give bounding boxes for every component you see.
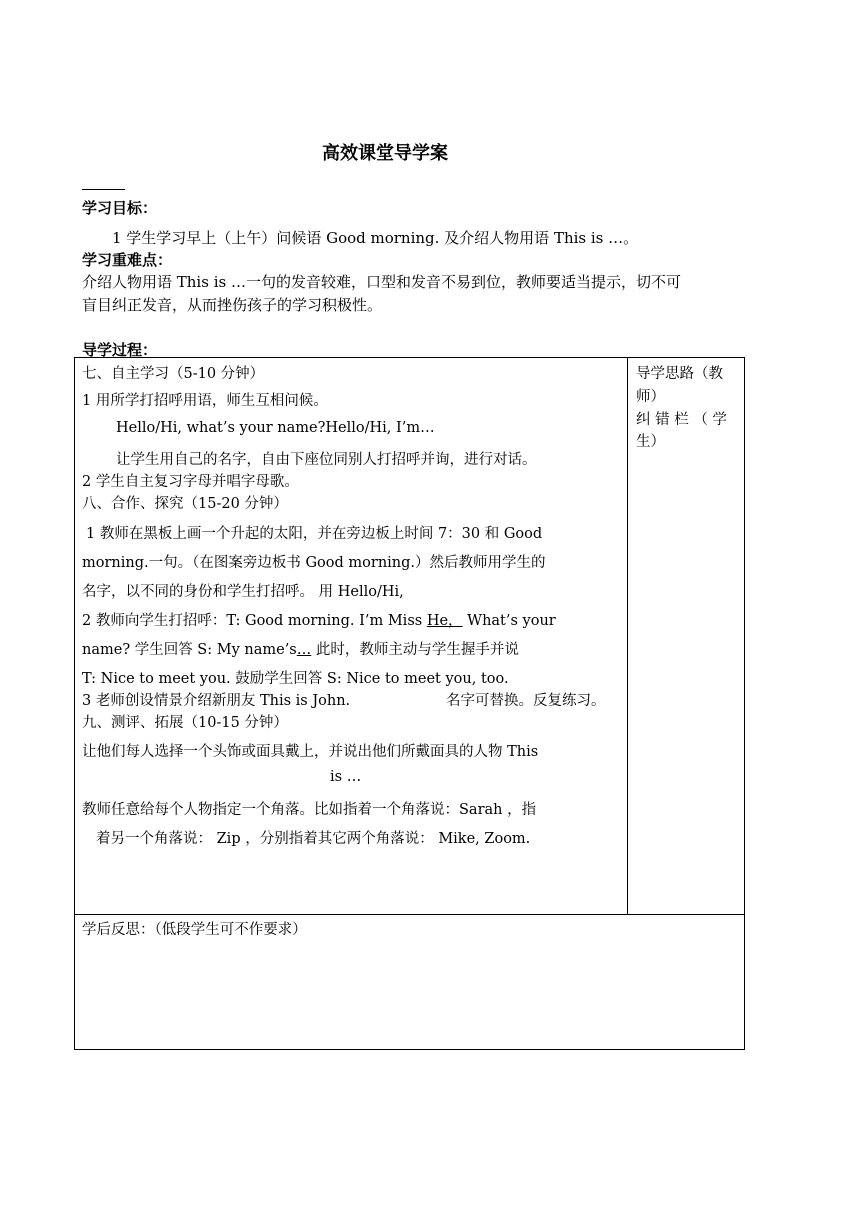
name-blank-underlined: … [296,642,312,658]
s9-line-2: is … [330,769,362,785]
s7-line-4: 2 学生自主复习字母并唱字母歌。 [82,474,299,490]
s7-heading: 七、自主学习（5-10 分钟） [82,366,265,382]
side-col-line-2: 师） [636,389,665,405]
s8-line-4-a: 2 教师向学生打招呼：T: Good morning. I’m Miss [82,613,427,629]
s8-line-1: 1 教师在黑板上画一个升起的太阳，并在旁边板上时间 7：30 和 Good [86,526,543,542]
difficulties-heading: 学习重难点： [82,251,173,269]
s8-line-6: T: Nice to meet you. 鼓励学生回答 S: Nice to meet you, too. [82,671,509,687]
s9-line-3: 教师任意给每个人物指定一个角落。比如指着一个角落说：Sarah ，指 [82,802,537,818]
page-title: 高效课堂导学案 [322,143,448,164]
reflection-label: 学后反思：（低段学生可不作要求） [82,922,307,938]
table-column-divider [627,357,628,915]
objectives-item: 1 学生学习早上（上午）问候语 Good morning. 及介绍人物用语 This is …。 [112,229,639,247]
s7-line-3: 让学生用自己的名字，自由下座位同别人打招呼并询，进行对话。 [116,452,537,468]
s8-line-3: 名字，以不同的身份和学生打招呼。 用 Hello/Hi, [82,584,404,600]
process-heading: 导学过程： [82,341,158,359]
s8-heading: 八、合作、探究（15-20 分钟） [82,496,288,512]
s9-line-1: 让他们每人选择一个头饰或面具戴上，并说出他们所戴面具的人物 This [82,744,539,760]
s8-line-5 [82,638,519,659]
s9-heading: 九、测评、拓展（10-15 分钟） [82,715,288,731]
side-col-line-4: 生） [636,434,665,450]
s8-line-4-b: What’s your [462,613,556,629]
s8-line-5-a: name? 学生回答 S: My name’s [82,642,297,658]
difficulties-line-1: 介绍人物用语 This is …一句的发音较难，口型和发音不易到位，教师要适当提示，切不可 [82,273,681,291]
side-col-line-1: 导学思路（教 [636,366,723,382]
s9-line-4: 着另一个角落说： Zip ，分别指着其它两个角落说： Mike, Zoom. [96,831,531,847]
objectives-heading: 学习目标： [82,199,158,217]
teacher-name-underlined: He， [426,613,463,629]
s8-line-7-b: 名字可替换。反复练习。 [446,693,606,709]
blank-underline [82,189,125,190]
s8-line-2: morning.一句。（在图案旁边板书 Good morning.）然后教师用学生的 [82,555,546,571]
s7-line-2: Hello/Hi, what’s your name?Hello/Hi, I’m… [116,420,435,436]
side-col-line-3: 纠 错 栏 （ 学 [636,412,727,428]
table-row-divider [74,914,745,915]
s7-line-1: 1 用所学打招呼用语，师生互相问候。 [82,393,328,409]
s8-line-7-a: 3 老师创设情景介绍新朋友 This is John. [82,693,351,709]
s8-line-4 [82,609,556,630]
s8-line-5-b: 此时，教师主动与学生握手并说 [311,642,519,658]
difficulties-line-2: 盲目纠正发音，从而挫伤孩子的学习积极性。 [82,296,383,314]
